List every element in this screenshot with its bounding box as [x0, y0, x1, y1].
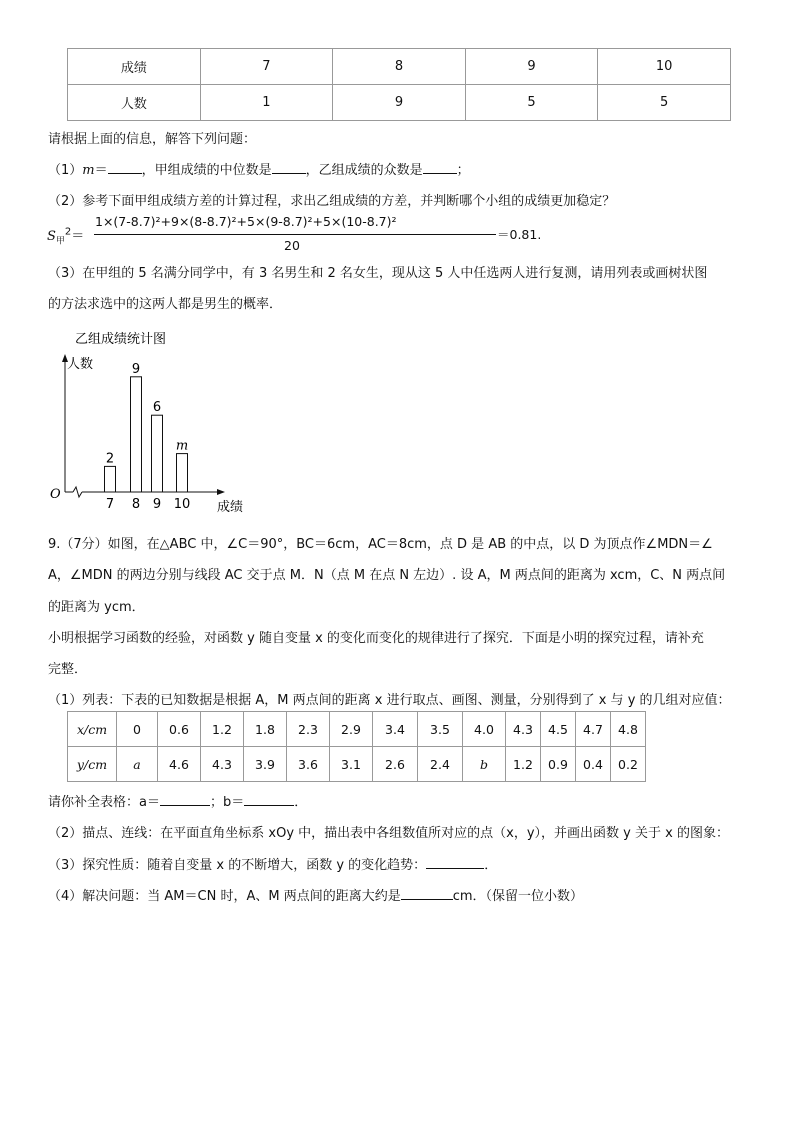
bar-10 [177, 454, 188, 492]
fill-a-label: 请你补全表格：a＝ [48, 795, 160, 810]
table-cell: a [117, 747, 158, 782]
q1-var-m: m [82, 163, 95, 178]
table-cell: 2.3 [287, 712, 330, 747]
bar-label-8: 9 [131, 361, 141, 377]
table-cell: x/cm [68, 712, 117, 747]
table-cell: 8 [333, 49, 466, 85]
chart-xlabel: 成绩 [217, 500, 244, 515]
table-cell: 4.0 [463, 712, 506, 747]
table-cell: 0.6 [158, 712, 201, 747]
table-cell: 5 [598, 85, 731, 121]
formula-denominator: 20 [284, 238, 300, 253]
table-row [68, 49, 731, 85]
score-table [67, 48, 731, 121]
step4-text: （4）解决问题：当 AM＝CN 时，A、M 两点间的距离大约是 [48, 889, 401, 904]
bar-label-7: 2 [105, 451, 115, 467]
p9-line1: 9.（7分）如图，在△ABC 中，∠C＝90°，BC＝6cm，AC＝8cm，点 D 是 AB 的中点，以 D 为顶点作∠MDN＝∠ [48, 537, 713, 552]
step3-text: （3）探究性质：随着自变量 x 的不断增大，函数 y 的变化趋势： [48, 858, 427, 873]
table-cell: 9 [465, 49, 598, 85]
answer-blank-a[interactable] [160, 805, 210, 806]
chart-ylabel: 人数 [67, 357, 94, 372]
formula-sup: 2 [64, 226, 72, 238]
p9-step1: （1）列表：下表的已知数据是根据 A，M 两点间的距离 x 进行取点、画图、测量，分别得到了 x 与 y 的几组对应值： [48, 693, 731, 708]
question-3-line1: （3）在甲组的 5 名满分同学中，有 3 名男生和 2 名女生，现从这 5 人中任选两人进行复测，请用列表或画树状图 [48, 266, 708, 281]
bar-label-10: m [175, 438, 189, 454]
origin-label: O [50, 487, 61, 502]
table-cell: 2.9 [330, 712, 373, 747]
table-cell: 9 [333, 85, 466, 121]
chart-title: 乙组成绩统计图 [75, 332, 167, 347]
p9-step2: （2）描点、连线：在平面直角坐标系 xOy 中，描出表中各组数值所对应的点（x，y），并画出函数 y 关于 x 的图象： [48, 826, 729, 841]
answer-blank[interactable] [401, 899, 453, 900]
bar-8 [131, 377, 142, 492]
table-cell: 0.4 [576, 747, 611, 782]
xy-table [67, 711, 646, 782]
table-cell: 10 [598, 49, 731, 85]
question-1 [48, 159, 470, 178]
formula-result: ＝0.81. [497, 227, 542, 242]
table-row [68, 747, 646, 782]
table-cell: 0 [117, 712, 158, 747]
p9-step4 [48, 885, 583, 904]
table-cell: 3.5 [418, 712, 463, 747]
q1-text-median: ，甲组成绩的中位数是 [141, 163, 272, 178]
question-3-line2: 的方法求选中的这两人都是男生的概率． [48, 297, 283, 312]
step3-end: ． [484, 858, 498, 873]
fraction-line [94, 234, 496, 235]
table-cell: 3.6 [287, 747, 330, 782]
intro-text: 请根据上面的信息，解答下列问题： [48, 132, 257, 147]
table-cell: 1.2 [506, 747, 541, 782]
q1-eq: ＝ [94, 163, 108, 178]
answer-blank[interactable] [426, 868, 484, 869]
table-row [68, 85, 731, 121]
step4-end: cm．（保留一位小数） [452, 889, 584, 904]
table-cell: 1 [200, 85, 333, 121]
table-cell: 1.8 [244, 712, 287, 747]
x-tick-7: 7 [105, 497, 115, 512]
bar-7 [105, 466, 116, 492]
bar-label-9: 6 [152, 400, 162, 416]
table-cell: 3.9 [244, 747, 287, 782]
question-2: （2）参考下面甲组成绩方差的计算过程，求出乙组成绩的方差，并判断哪个小组的成绩更加稳定？ [48, 194, 616, 209]
p9-step3 [48, 854, 497, 873]
table-row [68, 712, 646, 747]
formula-s: S [47, 229, 56, 244]
table-cell: 0.9 [541, 747, 576, 782]
answer-blank[interactable] [272, 173, 306, 174]
formula-eq: ＝ [71, 229, 85, 244]
x-tick-8: 8 [131, 497, 141, 512]
q1-prefix: （1） [48, 163, 83, 178]
fill-table-line [48, 791, 307, 810]
answer-blank[interactable] [108, 173, 142, 174]
table-cell: 2.4 [418, 747, 463, 782]
table-cell: b [463, 747, 506, 782]
table-cell: 4.3 [506, 712, 541, 747]
answer-blank-b[interactable] [244, 805, 294, 806]
table-cell: 4.7 [576, 712, 611, 747]
table-cell: y/cm [68, 747, 117, 782]
fill-end: ． [294, 795, 308, 810]
p9-line4: 小明根据学习函数的经验，对函数 y 随自变量 x 的变化而变化的规律进行了探究．下面是小明的探究过程，请补充 [48, 631, 704, 646]
bar-chart [45, 326, 265, 521]
table-cell: 7 [200, 49, 333, 85]
q1-end: ； [456, 163, 470, 178]
q1-text-mode: ，乙组成绩的众数是 [305, 163, 423, 178]
formula-sub: 甲 [55, 236, 65, 247]
x-tick-9: 9 [152, 497, 162, 512]
p9-line2: A，∠MDN 的两边分别与线段 AC 交于点 M．N（点 M 在点 N 左边）. 设 A，M 两点间的距离为 xcm，C、N 两点间 [48, 568, 726, 583]
p9-line5: 完整． [48, 662, 88, 677]
table-cell: 4.3 [201, 747, 244, 782]
table-cell: 人数 [68, 85, 201, 121]
bars-group [105, 362, 191, 512]
table-cell: 2.6 [373, 747, 418, 782]
table-cell: 1.2 [201, 712, 244, 747]
bar-9 [152, 415, 163, 492]
formula-numerator: 1×(7-8.7)²+9×(8-8.7)²+5×(9-8.7)²+5×(10-8.7)² [95, 214, 397, 229]
formula-lhs [47, 225, 84, 247]
table-cell: 3.1 [330, 747, 373, 782]
answer-blank[interactable] [423, 173, 457, 174]
table-cell: 4.5 [541, 712, 576, 747]
table-cell: 3.4 [373, 712, 418, 747]
table-cell: 4.8 [611, 712, 646, 747]
p9-line3: 的距离为 ycm． [48, 600, 145, 615]
x-axis-arrow [217, 489, 225, 495]
fill-b-label: ；b＝ [209, 795, 245, 810]
table-cell: 0.2 [611, 747, 646, 782]
table-cell: 成绩 [68, 49, 201, 85]
x-tick-10: 10 [173, 497, 191, 512]
table-cell: 5 [465, 85, 598, 121]
axis-break-icon [73, 487, 82, 497]
table-cell: 4.6 [158, 747, 201, 782]
